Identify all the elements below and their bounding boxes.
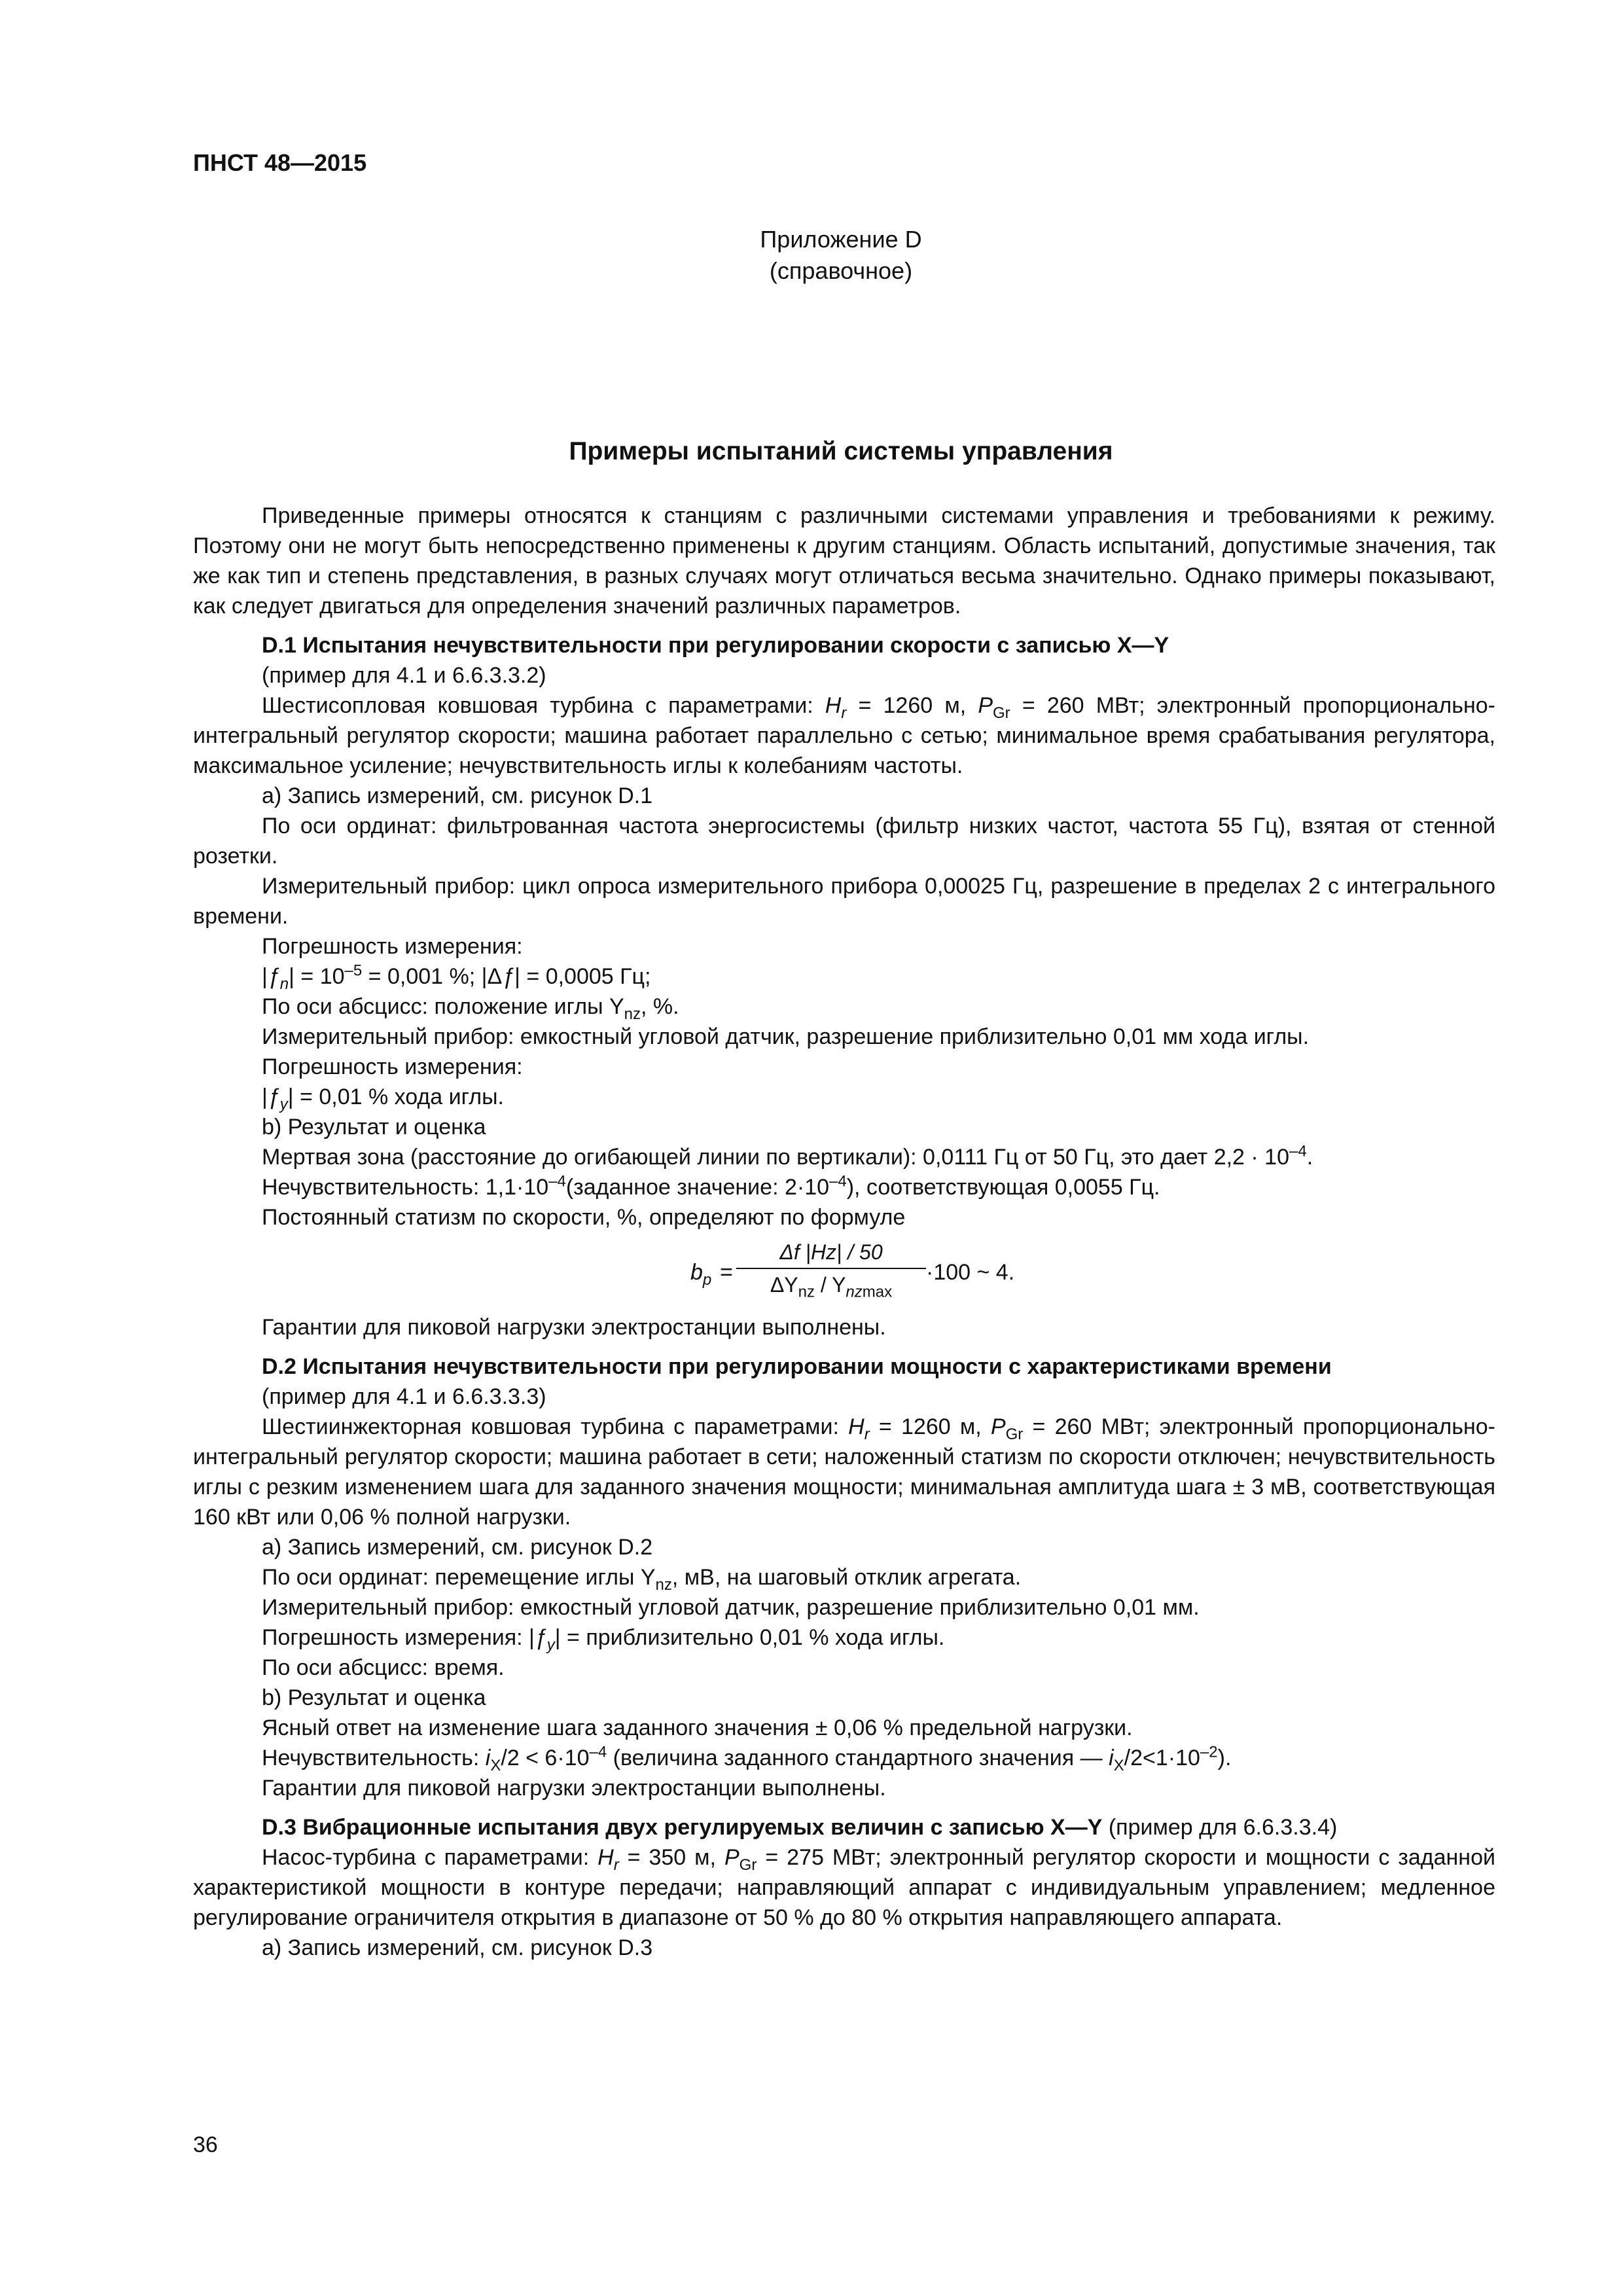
formula-lhs: $b_p$ (690, 1260, 712, 1289)
d2-clear-response: Ясный ответ на изменение шага заданного значения ± 0,06 % предельной нагрузки. (262, 1715, 1133, 1740)
section-heading-d2: D.2 Испытания нечувствительности при регулировании мощности с характеристиками времени (262, 1354, 1332, 1379)
appendix-type: (справочное) (769, 257, 913, 284)
statism-formula (193, 1238, 1495, 1310)
document-body (193, 501, 1495, 1963)
d1-turbine-paragraph: Шестисопловая ковшовая турбина с параметрами: $H_r = 1260$ м, $P_{Gr} = 260$ МВт; электронный пропорционально-интегральный регулятор скорости; машина работает параллельно с сетью; минимальное время срабатывания регулятора, максимальное усиление; нечувствительность иглы к колебаниям частоты. (193, 693, 1495, 778)
d1-device-2: Измерительный прибор: емкостный угловой датчик, разрешение приблизительно 0,01 мм хода иглы. (262, 1024, 1310, 1049)
section-ref-d1: (пример для 4.1 и 6.6.3.3.2) (262, 663, 546, 688)
d1-ordinate: По оси ординат: фильтрованная частота энергосистемы (фильтр низких частот, частота 55 Гц), взятая от стенной розетки. (193, 814, 1495, 869)
d2-guarantee: Гарантии для пиковой нагрузки электростанции выполнены. (262, 1776, 886, 1801)
formula-denominator: $\Delta Y_{nz} / Y_{nzmax}$ (770, 1273, 893, 1301)
formula-fraction (736, 1238, 926, 1299)
d2-error: Погрешность измерения: $|ƒ_y|$ = приблизительно 0,01 % хода иглы. (262, 1625, 945, 1654)
d2-item-b: b) Результат и оценка (262, 1685, 486, 1710)
d1-item-a: а) Запись измерений, см. рисунок D.1 (262, 783, 653, 808)
d1-guarantee: Гарантии для пиковой нагрузки электростанции выполнены. (262, 1315, 886, 1340)
d1-error-label-2: Погрешность измерения: (262, 1054, 523, 1079)
document-code: ПНСТ 48—2015 (193, 149, 367, 176)
intro-paragraph: Приведенные примеры относятся к станциям с различными системами управления и требованиями к режиму. Поэтому они не могут быть непосредственно применены к другим станциям. Область испытаний, допустимые значения, так же как тип и степень представления, в разных случаях могут отличаться весьма значительно. Однако примеры показывают, как следует двигаться для определения значений различных параметров. (193, 503, 1495, 619)
d2-abscissa: По оси абсцисс: время. (262, 1655, 505, 1680)
formula-rhs: ·100 ~ 4. (926, 1260, 1015, 1285)
d3-item-a: а) Запись измерений, см. рисунок D.3 (262, 1935, 653, 1960)
d1-insensitivity: Нечувствительность: $1,1\cdot 10^{-4}(заданное$ значение: $2\cdot 10^{-4}$), соответствующая 0,0055 Гц. (262, 1172, 1160, 1200)
appendix-label: Приложение D (760, 226, 922, 253)
d1-error-label-1: Погрешность измерения: (262, 934, 523, 959)
d3-turbine-paragraph: Насос-турбина с параметрами: $H_r = 350$ м, $P_{Gr} = 275$ МВт; электронный регулятор скорости и мощности с заданной характеристикой мощности в контуре передачи; направляющий аппарат с индивидуальным управлением; медленное регулирование ограничителя открытия в диапазоне от 50 % до 80 % открытия направляющего аппарата. (193, 1845, 1495, 1930)
page-title: Примеры испытаний системы управления (569, 437, 1113, 465)
formula-numerator: Δf |Hz| / 50 (779, 1240, 883, 1264)
d1-statism: Постоянный статизм по скорости, %, определяют по формуле (262, 1205, 906, 1230)
page-number: 36 (193, 2132, 218, 2157)
d1-error-value-2: $|ƒ_y| = 0,01$ % хода иглы. (262, 1085, 504, 1113)
d1-item-b: b) Результат и оценка (262, 1115, 486, 1139)
d2-insensitivity: Нечувствительность: $i_X/2 < 6\cdot 10^{-4}$ (величина заданного стандартного значения — $i_X/2<1\cdot 10^{-2}$). (262, 1743, 1232, 1774)
section-heading-d1: D.1 Испытания нечувствительности при регулировании скорости с записью X—Y (262, 633, 1169, 658)
d1-abscissa: По оси абсцисс: положение иглы $Y_{nz}$, %. (262, 994, 679, 1023)
d1-device-1: Измерительный прибор: цикл опроса измерительного прибора 0,00025 Гц, разрешение в пределах 2 с интегрального времени. (193, 874, 1495, 929)
d2-turbine-paragraph: Шестиинжекторная ковшовая турбина с параметрами: $H_r = 1260$ м, $P_{Gr} = 260$ МВт; электронный пропорционально-интегральный регулятор скорости; машина работает в сети; наложенный статизм по скорости отключен; нечувствительность иглы с резким изменением шага для заданного значения мощности; минимальная амплитуда шага ± 3 мВ, соответствующая 160 кВт или 0,06 % полной нагрузки. (193, 1414, 1495, 1530)
formula-equals: = (720, 1260, 733, 1285)
section-heading-d3: D.3 Вибрационные испытания двух регулируемых величин с записью X—Y (пример для 6.6.3.3.4) (262, 1815, 1338, 1840)
section-ref-d2: (пример для 4.1 и 6.6.3.3.3) (262, 1384, 546, 1409)
d1-error-value-1: $|ƒ_n| = 10^{-5} = 0,001$ %; |Δƒ| = 0,0005 Гц; (262, 961, 651, 993)
d2-ordinate: По оси ординат: перемещение иглы $Y_{nz}$, мВ, на шаговый отклик агрегата. (262, 1565, 1022, 1594)
d2-item-a: а) Запись измерений, см. рисунок D.2 (262, 1535, 653, 1560)
d1-dead-zone: Мертвая зона (расстояние до огибающей линии по вертикали): 0,0111 Гц от 50 Гц, это дает $2,2 \cdot 10^{-4}$. (262, 1142, 1313, 1170)
d2-device: Измерительный прибор: емкостный угловой датчик, разрешение приблизительно 0,01 мм. (262, 1595, 1200, 1620)
